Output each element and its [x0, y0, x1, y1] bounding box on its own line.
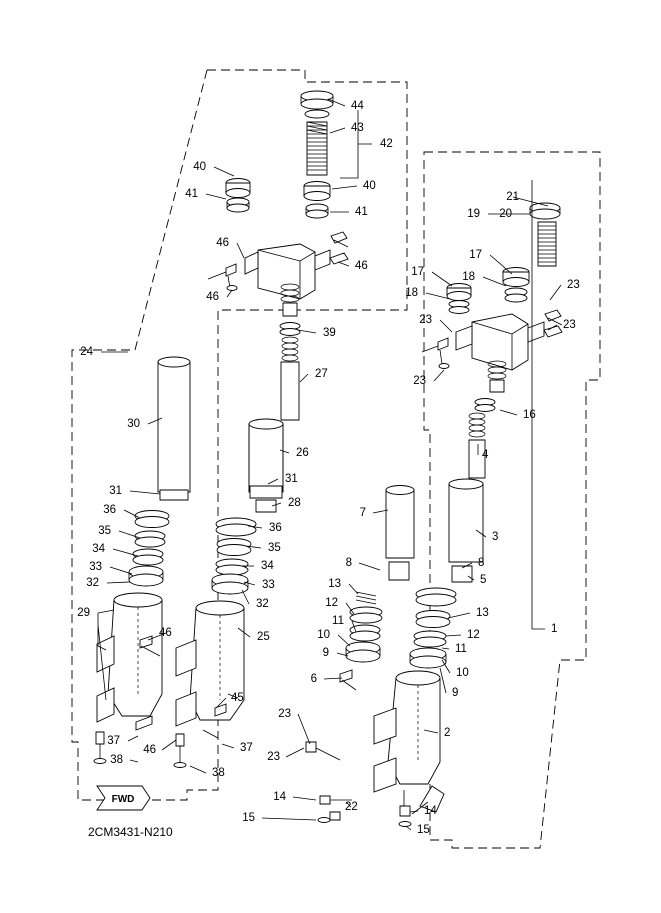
- callout-label: 10: [456, 667, 469, 680]
- callout-label: 30: [127, 418, 140, 431]
- callout-label: 15: [242, 812, 255, 825]
- callout-label: 24: [80, 346, 93, 359]
- callout-label: 1: [551, 623, 558, 636]
- callout-label: 11: [332, 615, 344, 628]
- callout-label: 36: [103, 504, 116, 517]
- callout-label: 2: [444, 727, 451, 740]
- callout-labels: [77, 100, 580, 836]
- callout-label: 6: [310, 673, 317, 686]
- callout-label: 34: [92, 543, 105, 556]
- callout-label: 21: [506, 191, 519, 204]
- callout-label: 10: [317, 629, 330, 642]
- callout-label: 46: [216, 237, 229, 250]
- fwd-direction-marker: [97, 786, 150, 810]
- callout-label: 38: [212, 767, 225, 780]
- callout-label: 40: [363, 180, 376, 193]
- callout-label: 12: [467, 629, 480, 642]
- callout-label: 17: [469, 249, 482, 262]
- callout-label: 23: [563, 319, 576, 332]
- callout-label: 13: [328, 578, 341, 591]
- callout-label: 8: [345, 557, 352, 570]
- callout-label: 31: [285, 473, 298, 486]
- callout-label: 35: [268, 542, 281, 555]
- callout-label: 43: [351, 122, 364, 135]
- callout-label: 13: [476, 607, 489, 620]
- callout-label: 45: [231, 692, 244, 705]
- callout-label: 20: [499, 208, 512, 221]
- callout-label: 26: [296, 447, 309, 460]
- callout-label: 31: [109, 485, 122, 498]
- callout-label: 37: [240, 742, 253, 755]
- callout-label: 37: [107, 735, 120, 748]
- callout-label: 11: [455, 643, 467, 656]
- callout-label: 46: [355, 260, 368, 273]
- callout-label: 23: [267, 751, 280, 764]
- callout-label: 9: [322, 647, 329, 660]
- callout-label: 29: [77, 607, 90, 620]
- callout-label: 7: [359, 507, 366, 520]
- callout-label: 9: [452, 687, 459, 700]
- callout-label: 23: [419, 314, 432, 327]
- callout-label: 15: [417, 824, 430, 837]
- callout-label: 8: [478, 557, 485, 570]
- callout-label: 14: [273, 791, 286, 804]
- callout-label: 35: [98, 525, 111, 538]
- callout-label: 5: [480, 574, 487, 587]
- callout-label: 32: [256, 598, 269, 611]
- callout-label: 14: [424, 805, 437, 818]
- callout-label: 17: [411, 266, 424, 279]
- callout-label: 3: [492, 531, 499, 544]
- callout-label: 36: [269, 522, 282, 535]
- callout-label: 33: [89, 561, 102, 574]
- steering-stem-right: [306, 203, 562, 827]
- callout-label: 41: [185, 188, 198, 201]
- callout-label: 12: [325, 597, 338, 610]
- callout-label: 46: [159, 627, 172, 640]
- callout-label: 39: [323, 327, 336, 340]
- callout-label: 41: [355, 206, 368, 219]
- callout-label: 16: [523, 409, 536, 422]
- callout-label: 18: [462, 271, 475, 284]
- callout-label: 38: [110, 754, 123, 767]
- callout-label: 46: [143, 744, 156, 757]
- callout-label: 33: [262, 579, 275, 592]
- fwd-label: FWD: [111, 794, 135, 805]
- callout-label: 25: [257, 631, 270, 644]
- callout-label: 19: [467, 208, 480, 221]
- part-code-label: 2CM3431-N210: [88, 825, 173, 839]
- callout-label: 44: [351, 100, 364, 113]
- callout-label: 28: [288, 497, 301, 510]
- callout-label: 22: [345, 801, 358, 814]
- callout-label: 34: [261, 560, 274, 573]
- callout-label: 23: [278, 708, 291, 721]
- callout-label: 23: [567, 279, 580, 292]
- callout-label: 32: [86, 577, 99, 590]
- callout-label: 42: [380, 138, 393, 151]
- callout-label: 18: [405, 287, 418, 300]
- callout-label: 40: [193, 161, 206, 174]
- callout-label: 23: [413, 375, 426, 388]
- callout-label: 27: [315, 368, 328, 381]
- callout-label: 4: [482, 449, 489, 462]
- callout-label: 46: [206, 291, 219, 304]
